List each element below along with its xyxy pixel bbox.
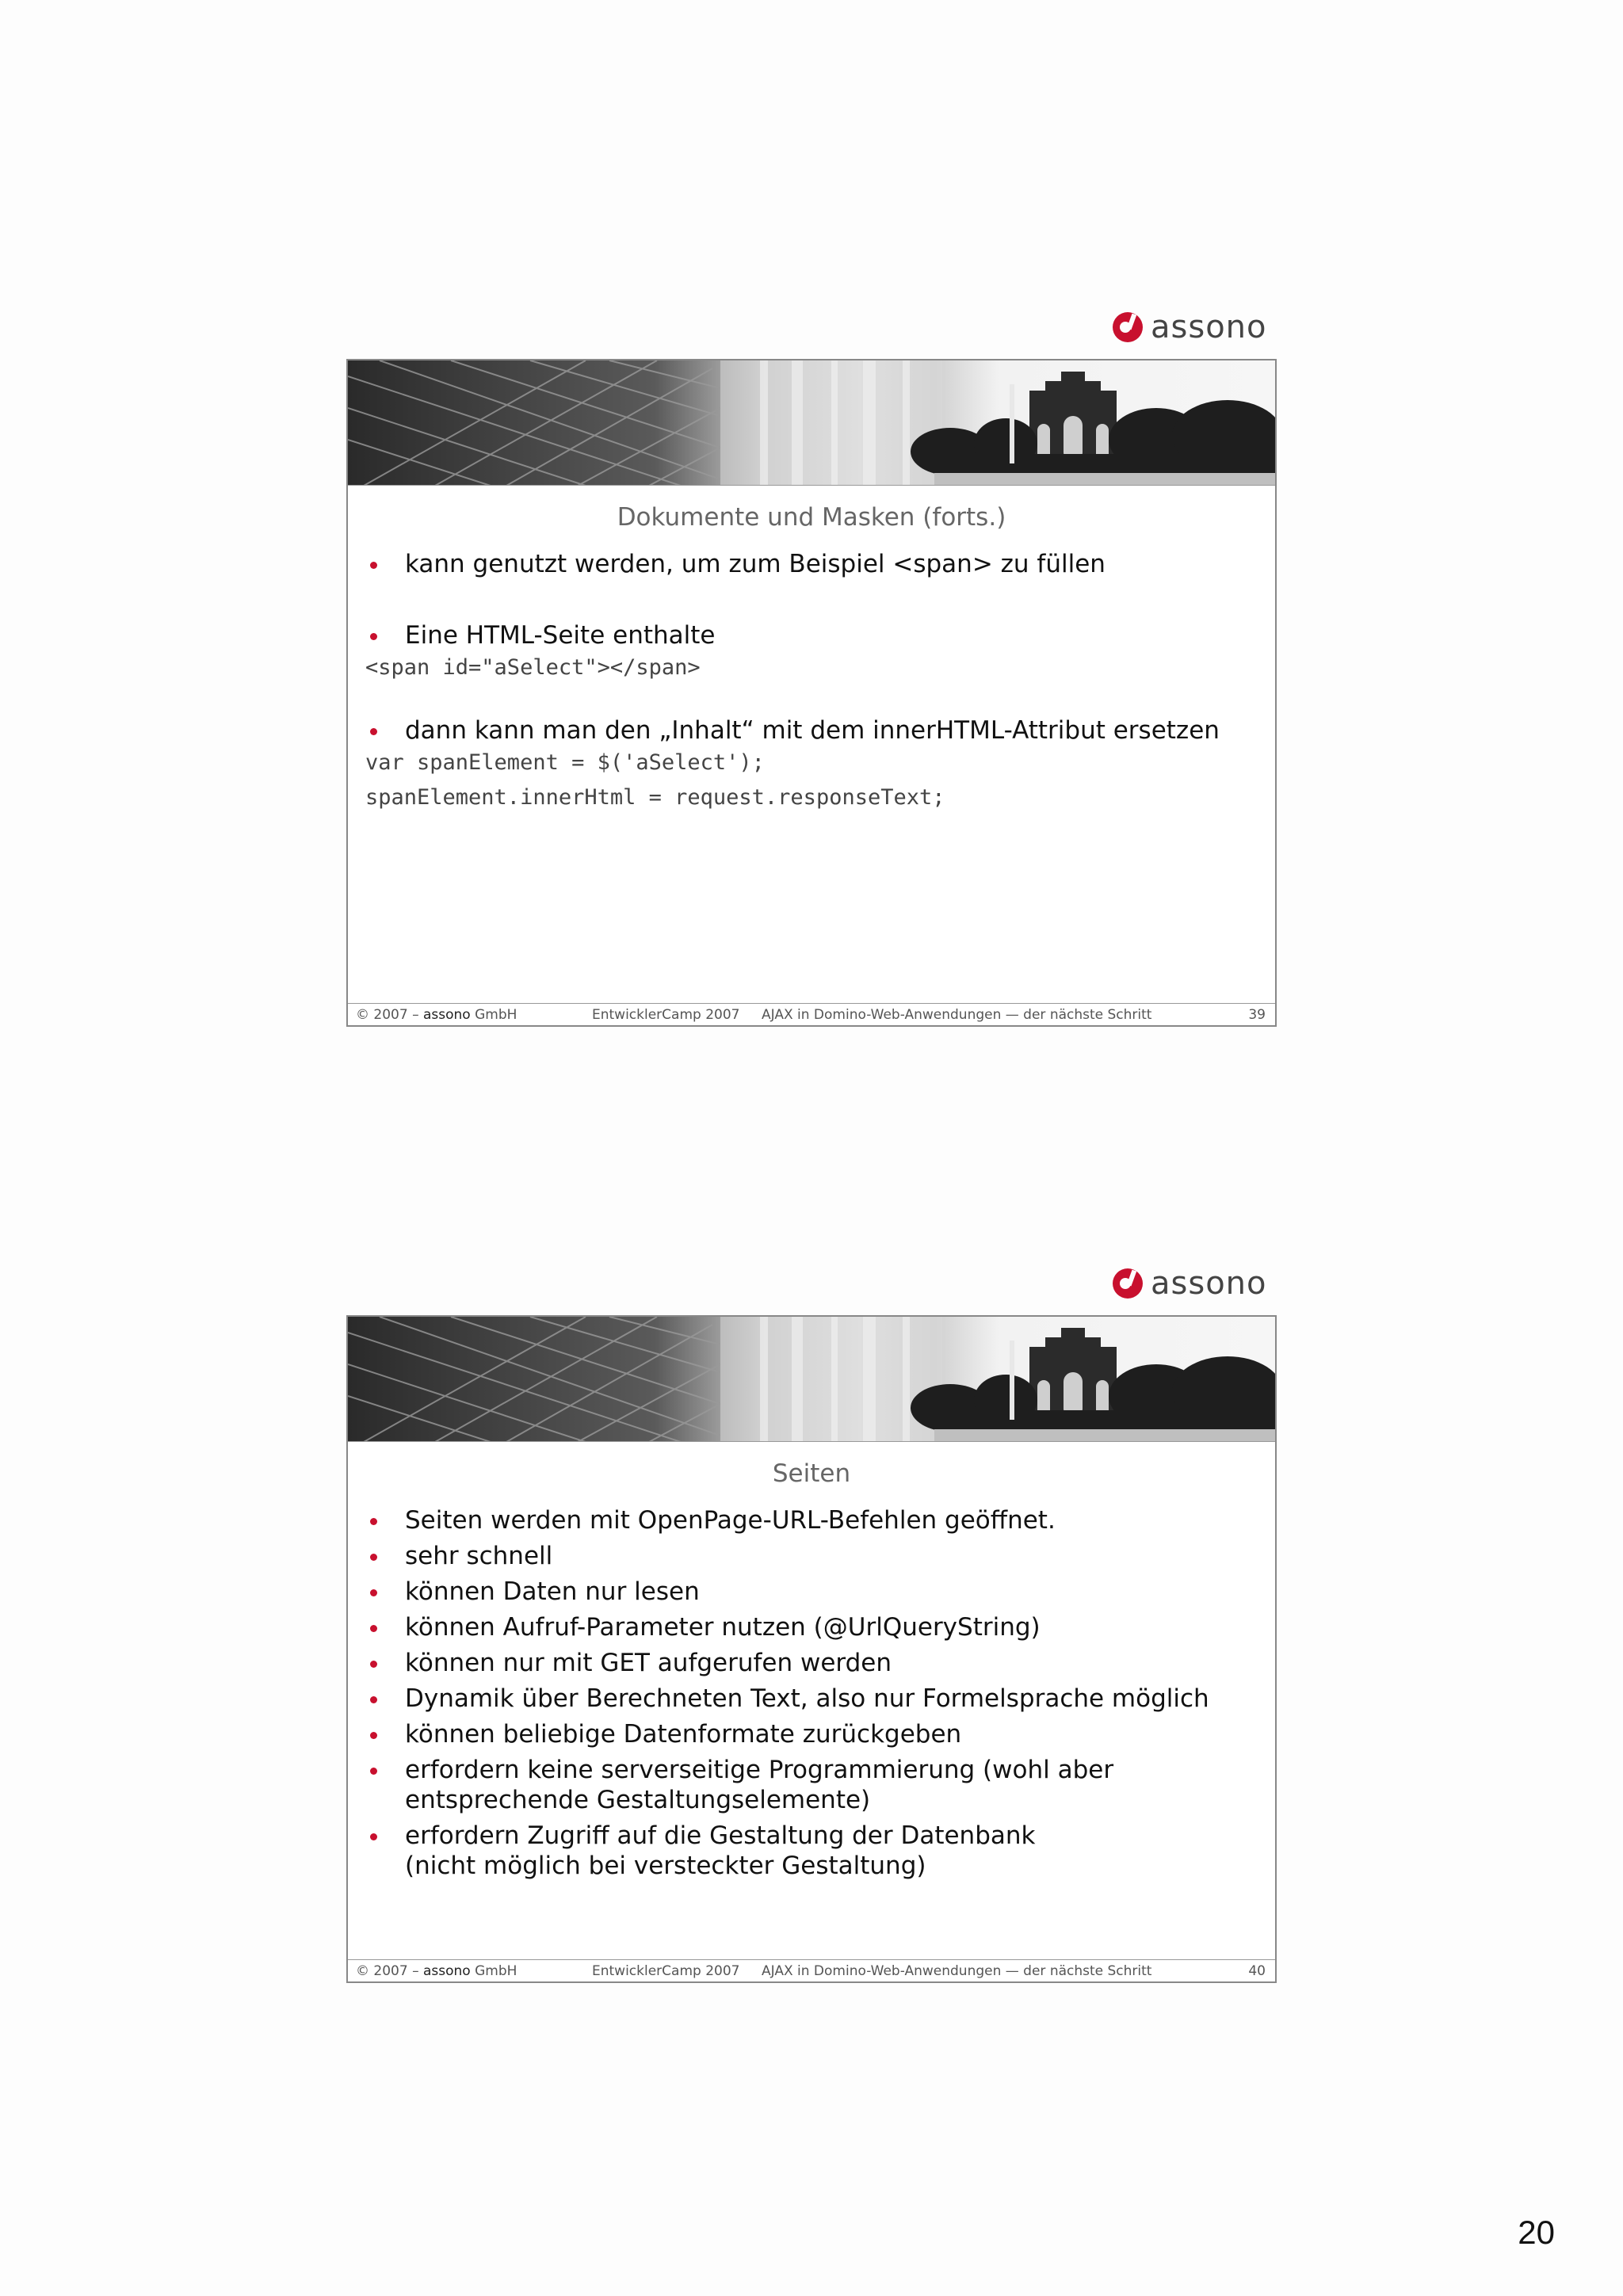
bullet-item: können Aufruf-Parameter nutzen (@UrlQueryString) (365, 1612, 1259, 1642)
page-number: 20 (1518, 2214, 1555, 2251)
logo-text: assono (1151, 1265, 1267, 1302)
assono-logo (1113, 1265, 1267, 1302)
slide-footer (348, 1959, 1275, 1981)
bullet-item: kann genutzt werden, um zum Beispiel <span> zu füllen (365, 549, 1259, 579)
code-line: <span id="aSelect"></span> (365, 655, 701, 680)
banner-photo (348, 360, 1275, 486)
assono-logo (1113, 309, 1267, 345)
code-line: var spanElement = $('aSelect'); (365, 750, 765, 775)
louvre-banner-image (348, 1317, 1275, 1442)
slide-footer (348, 1003, 1275, 1025)
bullet-item: können nur mit GET aufgerufen werden (365, 1648, 1259, 1678)
footer-copyright (356, 1963, 517, 1979)
footer-brand: assono (422, 1963, 471, 1979)
footer-talk: AJAX in Domino-Web-Anwendungen — der nächste Schritt (762, 1007, 1152, 1023)
slide-title: Seiten (772, 1459, 851, 1488)
bullet-item: Seiten werden mit OpenPage-URL-Befehlen geöffnet. (365, 1505, 1259, 1535)
slide-content (365, 1505, 1259, 1886)
footer-copyright-text: © 2007 – (356, 1963, 419, 1979)
bullet-item: Dynamik über Berechneten Text, also nur Formelsprache möglich (365, 1684, 1259, 1714)
logo-text: assono (1151, 309, 1267, 345)
slide-40 (346, 1315, 1277, 1983)
footer-company-suffix: GmbH (475, 1007, 517, 1023)
assono-logo-icon (1113, 312, 1143, 342)
bullet-item: sehr schnell (365, 1541, 1259, 1571)
assono-logo-icon (1113, 1268, 1143, 1299)
louvre-banner-image (348, 360, 1275, 486)
footer-copyright (356, 1007, 517, 1023)
bullet-item: erfordern keine serverseitige Programmierung (wohl aber entsprechende Gestaltungselemente) (365, 1755, 1158, 1815)
bullet-item: Eine HTML-Seite enthalte (365, 620, 1259, 650)
bullet-item: können beliebige Datenformate zurückgeben (365, 1719, 1259, 1749)
slide-title: Dokumente und Masken (forts.) (617, 503, 1006, 532)
footer-brand: assono (422, 1007, 471, 1023)
bullet-item: erfordern Zugriff auf die Gestaltung der Datenbank (nicht möglich bei versteckter Gestaltung) (365, 1821, 1079, 1881)
footer-copyright-text: © 2007 – (356, 1007, 419, 1023)
footer-event: EntwicklerCamp 2007 (592, 1007, 740, 1023)
slide-39 (346, 359, 1277, 1027)
footer-talk: AJAX in Domino-Web-Anwendungen — der nächste Schritt (762, 1963, 1152, 1979)
slide-content (365, 549, 1259, 815)
code-line: spanElement.innerHtml = request.responseText; (365, 785, 945, 810)
footer-slide-number: 39 (1248, 1007, 1266, 1023)
bullet-item: dann kann man den „Inhalt“ mit dem innerHTML-Attribut ersetzen (365, 715, 1259, 746)
bullet-item: können Daten nur lesen (365, 1577, 1259, 1607)
footer-event: EntwicklerCamp 2007 (592, 1963, 740, 1979)
banner-photo (348, 1317, 1275, 1442)
footer-company-suffix: GmbH (475, 1963, 517, 1979)
footer-slide-number: 40 (1248, 1963, 1266, 1979)
